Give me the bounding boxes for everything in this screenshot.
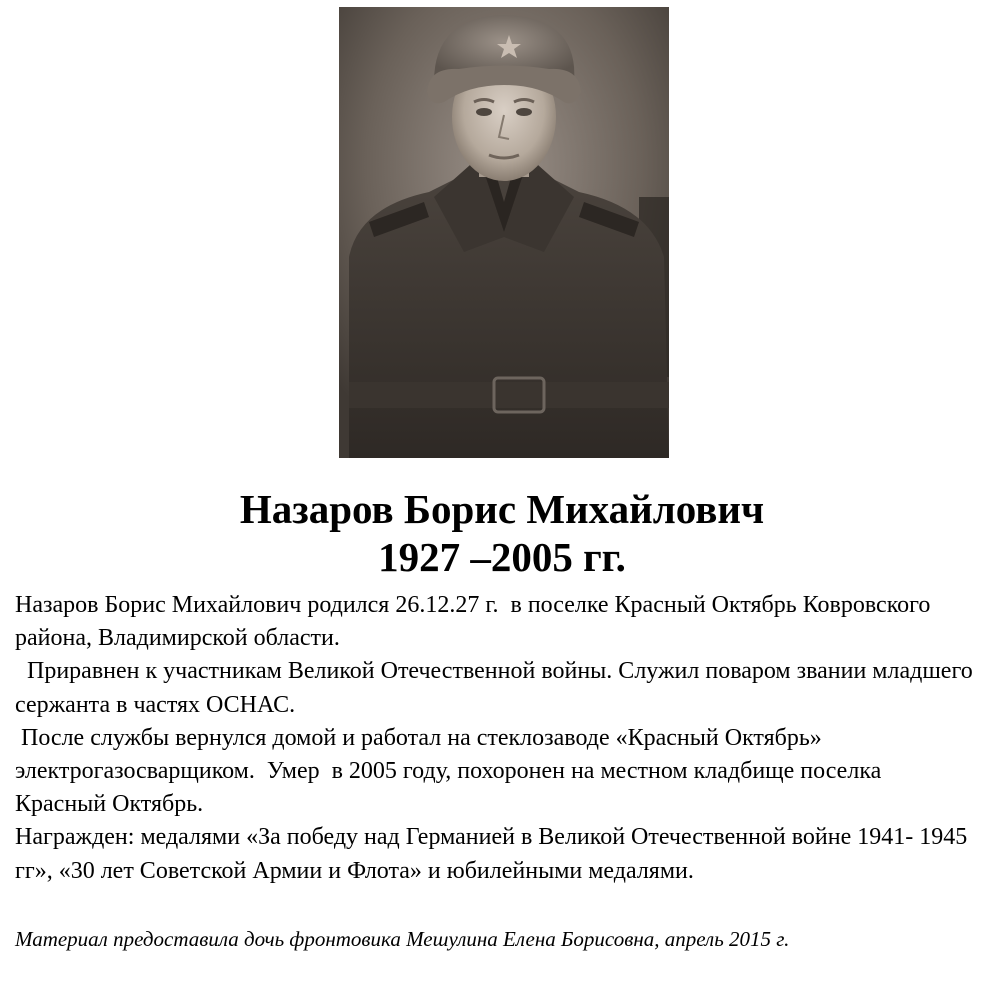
- person-name: Назаров Борис Михайлович: [239, 486, 765, 532]
- biography-paragraph-birth: Назаров Борис Михайлович родился 26.12.27 г. в поселке Красный Октябрь Ковровского района, Владимирской области.: [15, 592, 937, 652]
- biography-paragraph-service: Приравнен к участникам Великой Отечественной войны. Служил поваром звании младшего сержанта в частях ОСНАС.: [15, 658, 979, 718]
- page-title: [0, 485, 1004, 581]
- biography-paragraph-awards: Награжден: медалями «За победу над Германией в Великой Отечественной войне 1941- 1945 гг», «30 лет Советской Армии и Флота» и юбилейными медалями.: [15, 824, 974, 884]
- biography: [15, 589, 979, 888]
- portrait-illustration: [339, 7, 669, 458]
- life-years: 1927 –2005 гг.: [378, 534, 626, 580]
- portrait-photo: [339, 7, 669, 458]
- biography-paragraph-after-service: После службы вернулся домой и работал на стеклозаводе «Красный Октябрь» электрогазосварщиком. Умер в 2005 году, похоронен на местном кладбище поселка Красный Октябрь.: [15, 724, 888, 818]
- source-credit: Материал предоставила дочь фронтовика Мешулина Елена Борисовна, апрель 2015 г.: [15, 927, 790, 951]
